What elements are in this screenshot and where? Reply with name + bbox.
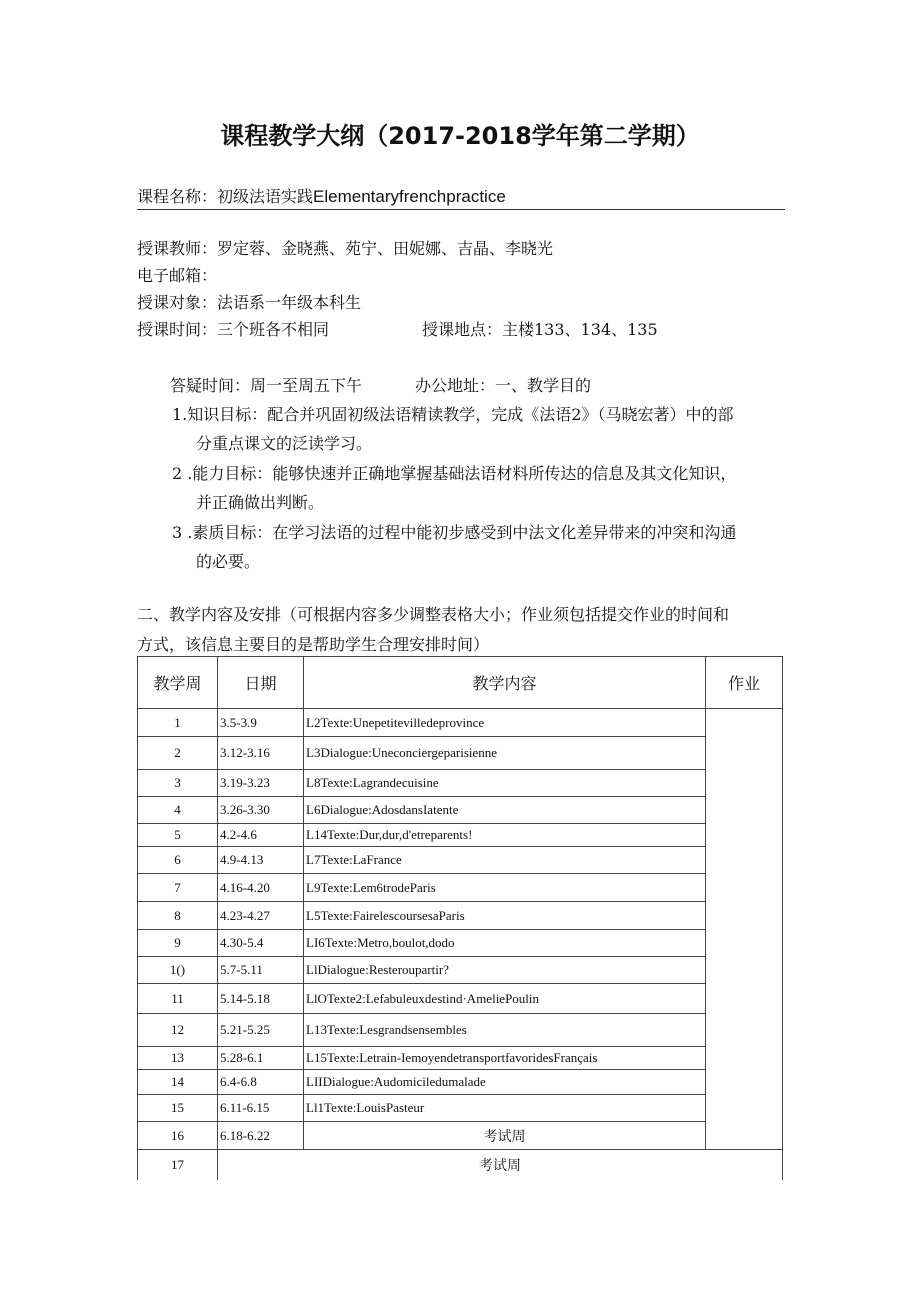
date-cell: 5.14-5.18	[218, 984, 304, 1014]
date-cell: 3.5-3.9	[218, 709, 304, 737]
date-cell: 5.28-6.1	[218, 1047, 304, 1070]
table-row	[138, 797, 783, 824]
email: 电子邮箱：	[137, 266, 218, 285]
content-cell: L8Texte:Lagrandecuisine	[304, 770, 706, 797]
goal-text: .能力目标：能够快速并正确地掌握基础法语材料所传达的信息及其文化知识，	[187, 464, 737, 483]
date-cell: 5.21-5.25	[218, 1014, 304, 1047]
week-cell: 2	[138, 737, 218, 770]
week-cell: 14	[138, 1070, 218, 1095]
date-cell: 5.7-5.11	[218, 957, 304, 984]
table-row	[138, 1070, 783, 1095]
table-header	[138, 657, 783, 709]
table-row	[138, 957, 783, 984]
class-time: 授课时间：三个班各不相同	[137, 320, 330, 339]
content-cell: 考试周	[304, 1122, 706, 1150]
goal-1	[172, 400, 733, 458]
class-location: 授课地点：主楼133、134、135	[422, 320, 658, 339]
table-row	[138, 709, 783, 737]
week-cell: 5	[138, 824, 218, 847]
content-cell: L2Texte:Unepetitevilledeprovince	[304, 709, 706, 737]
table-row	[138, 824, 783, 847]
goal-3	[172, 518, 736, 576]
content-cell: L7Texte:LaFrance	[304, 847, 706, 874]
schedule-table	[137, 656, 783, 1180]
goal-number: 3	[172, 523, 183, 542]
table-row	[138, 1047, 783, 1070]
section-2-line: 二、教学内容及安排（可根据内容多少调整表格大小；作业须包括提交作业的时间和	[137, 605, 730, 624]
header-week: 教学周	[138, 657, 218, 709]
header-content: 教学内容	[304, 657, 706, 709]
goal-text: .素质目标：在学习法语的过程中能初步感受到中法文化差异带来的冲突和沟通	[187, 523, 737, 542]
goal-text: 的必要。	[196, 552, 261, 571]
goal-number: 2	[172, 464, 183, 483]
content-cell: LlOTexte2:Lefabuleuxdestind·AmeliePoulin	[304, 984, 706, 1014]
week-cell: 12	[138, 1014, 218, 1047]
week-cell: 7	[138, 874, 218, 902]
course-label: 课程名称：初级法语实践	[137, 187, 314, 206]
table-row	[138, 1122, 783, 1150]
table-row	[138, 847, 783, 874]
content-cell: L6Dialogue:AdosdansIatente	[304, 797, 706, 824]
table-row	[138, 770, 783, 797]
target-students: 授课对象：法语系一年级本科生	[137, 293, 362, 312]
content-cell: LI6Texte:Metro,boulot,dodo	[304, 930, 706, 957]
goal-text: 并正确做出判断。	[196, 493, 325, 512]
office-hours: 答疑时间：周一至周五下午	[170, 376, 363, 395]
table-row	[138, 930, 783, 957]
goal-text: 分重点课文的泛读学习。	[196, 434, 373, 453]
date-cell: 6.18-6.22	[218, 1122, 304, 1150]
content-cell: L9Texte:Lem6trodeParis	[304, 874, 706, 902]
week-cell: 9	[138, 930, 218, 957]
homework-cell	[706, 709, 783, 1150]
table-row	[138, 1150, 783, 1180]
week-cell: 13	[138, 1047, 218, 1070]
table-row	[138, 1014, 783, 1047]
week-cell: 3	[138, 770, 218, 797]
header-date: 日期	[218, 657, 304, 709]
table-row	[138, 874, 783, 902]
week-cell: 6	[138, 847, 218, 874]
week-cell: 17	[138, 1150, 218, 1180]
section-2-line: 方式，该信息主要目的是帮助学生合理安排时间）	[137, 635, 490, 654]
date-cell: 3.19-3.23	[218, 770, 304, 797]
page-title: 课程教学大纲（2017-2018学年第二学期）	[220, 122, 700, 150]
content-cell: LIIDialogue:Audomiciledumalade	[304, 1070, 706, 1095]
week-cell: 1()	[138, 957, 218, 984]
teachers: 授课教师：罗定蓉、金晓燕、苑宁、田妮娜、吉晶、李晓光	[137, 239, 554, 258]
course-name-en: Elementaryfrenchpractice	[313, 187, 506, 206]
week-cell: 16	[138, 1122, 218, 1150]
date-cell: 3.12-3.16	[218, 737, 304, 770]
table-row	[138, 984, 783, 1014]
office-address: 办公地址：一、教学目的	[415, 376, 592, 395]
week-cell: 8	[138, 902, 218, 930]
content-cell: L13Texte:Lesgrandsensembles	[304, 1014, 706, 1047]
content-cell: 考试周	[218, 1150, 783, 1180]
date-cell: 6.4-6.8	[218, 1070, 304, 1095]
date-cell: 4.16-4.20	[218, 874, 304, 902]
content-cell: LlDialogue:Resteroupartir?	[304, 957, 706, 984]
date-cell: 6.11-6.15	[218, 1095, 304, 1122]
goal-number: 1.	[172, 405, 188, 424]
header-homework: 作业	[706, 657, 783, 709]
week-cell: 15	[138, 1095, 218, 1122]
content-cell: L5Texte:FairelescoursesaParis	[304, 902, 706, 930]
content-cell: L15Texte:Letrain-IemoyendetransportfavoridesFrançais	[304, 1047, 706, 1070]
table-row	[138, 1095, 783, 1122]
table-row	[138, 737, 783, 770]
date-cell: 4.2-4.6	[218, 824, 304, 847]
date-cell: 4.30-5.4	[218, 930, 304, 957]
date-cell: 4.9-4.13	[218, 847, 304, 874]
week-cell: 4	[138, 797, 218, 824]
table-row	[138, 902, 783, 930]
section-2-heading	[137, 600, 729, 660]
content-cell: Ll1Texte:LouisPasteur	[304, 1095, 706, 1122]
goal-2	[172, 459, 736, 517]
content-cell: L14Texte:Dur,dur,d'etreparents!	[304, 824, 706, 847]
date-cell: 4.23-4.27	[218, 902, 304, 930]
content-cell: L3Dialogue:Uneconciergeparisienne	[304, 737, 706, 770]
date-cell: 3.26-3.30	[218, 797, 304, 824]
week-cell: 11	[138, 984, 218, 1014]
goal-text: 知识目标：配合并巩固初级法语精读教学，完成《法语2》（马晓宏著）中的部	[187, 405, 734, 424]
course-name	[137, 184, 785, 210]
week-cell: 1	[138, 709, 218, 737]
